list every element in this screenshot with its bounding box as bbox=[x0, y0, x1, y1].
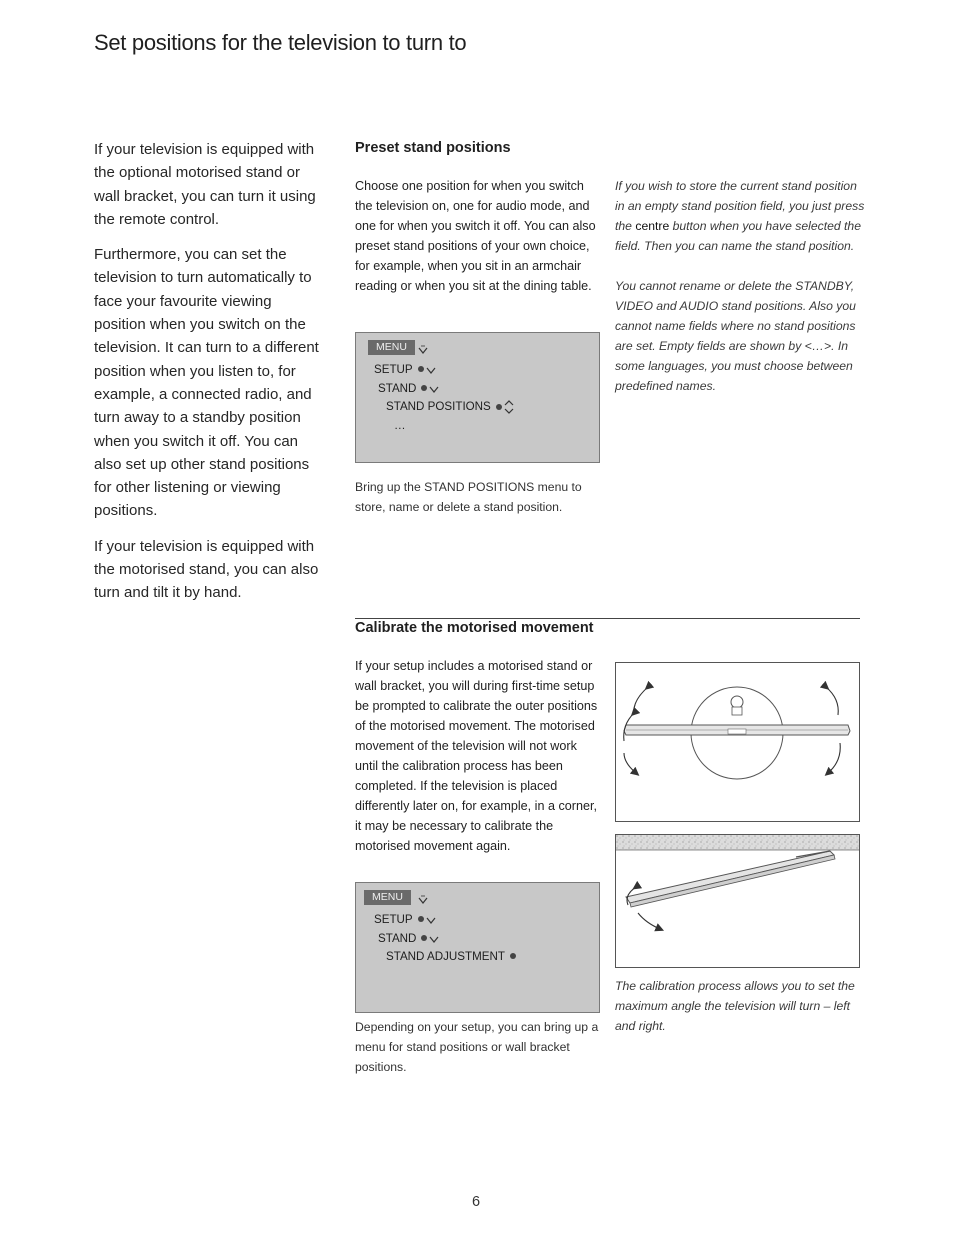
chevron-up-down-icon bbox=[504, 400, 514, 414]
section-divider bbox=[355, 618, 860, 619]
calibrate-caption: Depending on your setup, you can bring up a menu for stand positions or wall bracket positions. bbox=[355, 1020, 599, 1074]
wall-bracket-illustration bbox=[615, 834, 860, 968]
menu-stand-adjustment-label: STAND ADJUSTMENT bbox=[386, 950, 505, 963]
page-number: 6 bbox=[472, 1194, 481, 1210]
chevron-down-icon bbox=[426, 365, 436, 375]
preset-note-1 bbox=[615, 176, 865, 256]
preset-note-1-start: If you wish to store the current stand position in an empty stand position field, you just press the bbox=[615, 179, 865, 233]
preset-body-text: Choose one position for when you switch the television on, one for audio mode, and one for when you switch it off. You can also preset stand positions of your own choice, for example, when you sit in an armchair reading or when you sit at the dining table. bbox=[355, 179, 596, 293]
calibrate-body bbox=[355, 656, 603, 856]
preset-caption: Bring up the STAND POSITIONS menu to store, name or delete a stand position. bbox=[355, 480, 582, 514]
wall-bracket-drawing bbox=[616, 835, 859, 967]
page-title: Set positions for the television to turn to bbox=[94, 30, 467, 55]
intro-paragraph-3: If your television is equipped with the motorised stand, you can also turn and tilt it by hand. bbox=[94, 537, 319, 602]
intro-paragraph-1: If your television is equipped with the optional motorised stand or wall bracket, you can turn it using the remote control. bbox=[94, 141, 316, 228]
dot-icon bbox=[510, 953, 516, 959]
preset-heading: Preset stand positions bbox=[355, 140, 511, 156]
chevron-down-icon bbox=[429, 934, 439, 944]
intro-text bbox=[94, 138, 326, 617]
dot-icon bbox=[496, 404, 502, 410]
chevron-down-icon bbox=[429, 384, 439, 394]
preset-note-2: You cannot rename or delete the STANDBY, VIDEO and AUDIO stand positions. Also you cannot name fields where no stand positions are set. Empty fields are shown by <…>. In some languages, you must choose between predefined names. bbox=[615, 279, 856, 393]
calibrate-note: The calibration process allows you to set the maximum angle the television will turn – left and right. bbox=[615, 979, 855, 1033]
menu-tag: MENU bbox=[364, 890, 411, 905]
menu-stand-adjustment bbox=[386, 950, 518, 964]
menu-stand bbox=[378, 932, 439, 946]
menu-setup-label: SETUP bbox=[374, 363, 413, 376]
dot-icon bbox=[418, 916, 424, 922]
menu-ellipsis: … bbox=[394, 419, 406, 432]
intro-paragraph-2: Furthermore, you can set the television to turn automatically to face your favourite viewing position when you switch on the television. It can turn to a different position when you listen to, for example, a connected radio, and turn away to a standby position when you switch it off. You can also set up other stand positions for other listening or viewing positions. bbox=[94, 246, 319, 520]
centre-key: centre bbox=[635, 219, 670, 233]
menu-setup-label: SETUP bbox=[374, 913, 413, 926]
dot-icon bbox=[418, 366, 424, 372]
dot-icon bbox=[421, 935, 427, 941]
chevron-down-icon bbox=[426, 915, 436, 925]
stand-positions-menu bbox=[355, 332, 600, 463]
chevron-down-icon bbox=[418, 895, 428, 905]
calibrate-heading: Calibrate the motorised movement bbox=[355, 620, 594, 636]
preset-note-1-end: button when you have selected the field. Then you can name the stand position. bbox=[615, 219, 861, 253]
menu-stand bbox=[378, 382, 439, 396]
dot-icon bbox=[421, 385, 427, 391]
preset-body bbox=[355, 176, 603, 296]
menu-stand-label: STAND bbox=[378, 932, 417, 945]
stand-adjustment-menu bbox=[355, 882, 600, 1013]
chevron-down-icon bbox=[418, 345, 428, 355]
calibrate-body-text: If your setup includes a motorised stand or wall bracket, you will during first-time setup be prompted to calibrate the outer positions of the motorised movement. The motorised movement of the television will not work until the calibration process has been completed. If the television is placed differently later on, for example, in a corner, it may be necessary to calibrate the motorised movement again. bbox=[355, 659, 598, 853]
menu-stand-positions bbox=[386, 400, 514, 414]
menu-setup bbox=[374, 363, 436, 377]
tv-stand-top-view-drawing bbox=[616, 663, 859, 821]
menu-setup bbox=[374, 913, 436, 927]
menu-stand-label: STAND bbox=[378, 382, 417, 395]
preset-notes bbox=[615, 176, 865, 416]
menu-stand-positions-label: STAND POSITIONS bbox=[386, 400, 491, 414]
stand-rotation-illustration bbox=[615, 662, 860, 822]
menu-tag: MENU bbox=[368, 340, 415, 355]
